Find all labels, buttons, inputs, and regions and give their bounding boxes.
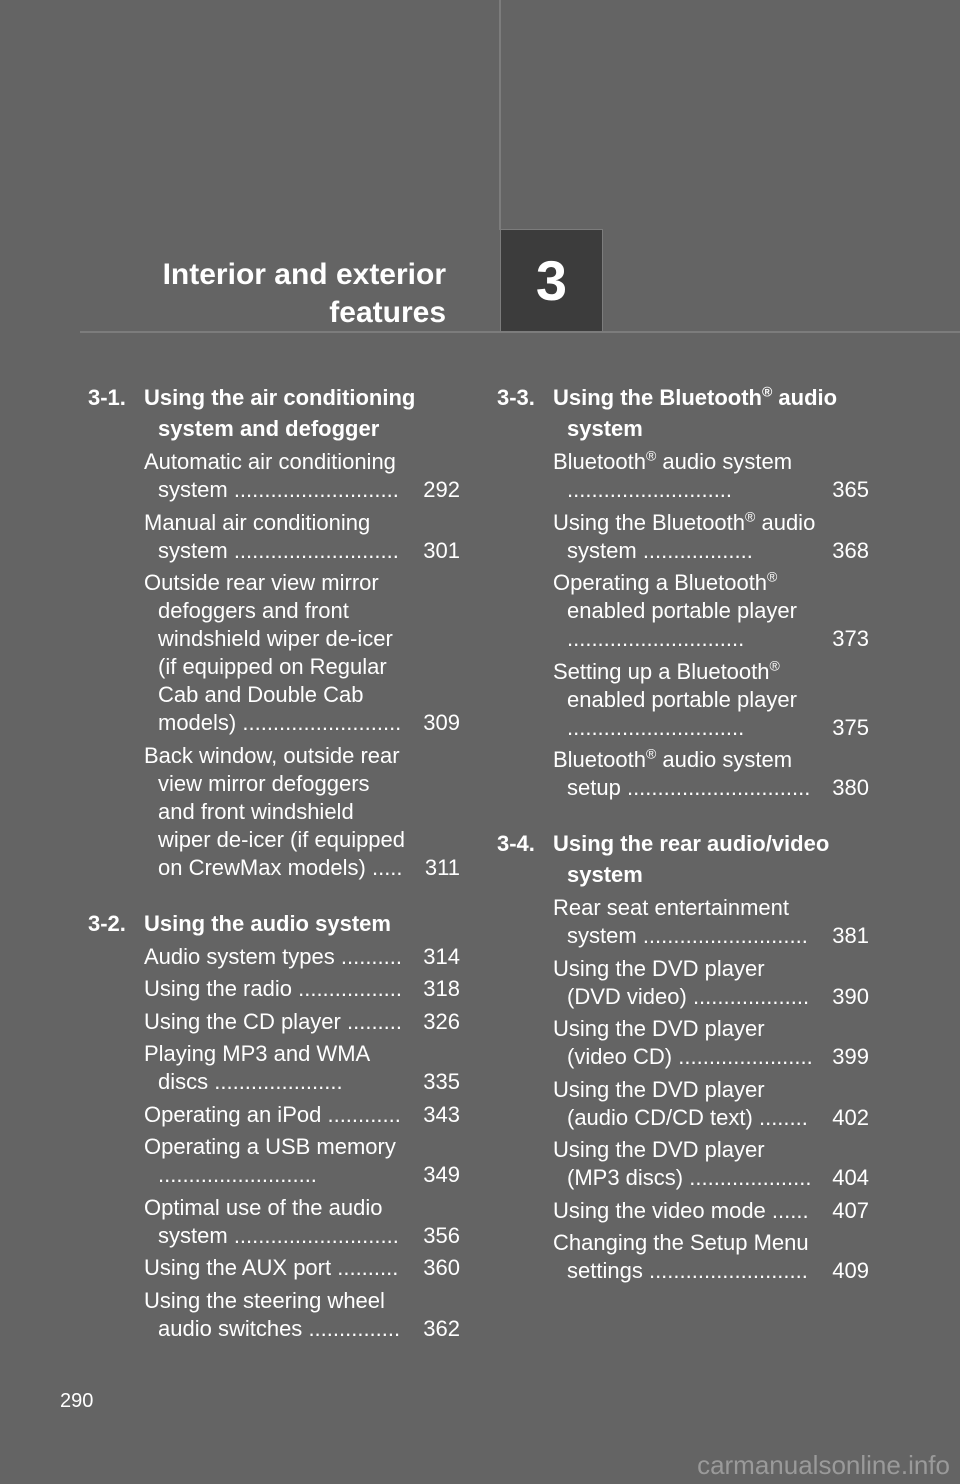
toc-entry[interactable] bbox=[553, 569, 869, 653]
watermark: carmanualsonline.info bbox=[697, 1450, 950, 1480]
entry-title: Manual air conditioning system bbox=[144, 509, 371, 563]
entry-leader: ............................. bbox=[567, 626, 745, 651]
toc-entry[interactable] bbox=[144, 742, 460, 882]
entry-title-post: audio system bbox=[567, 509, 816, 563]
entry-page: 390 bbox=[832, 983, 869, 1009]
entry-title: Using the CD player bbox=[144, 1008, 341, 1034]
section-number: 3-2. bbox=[88, 910, 126, 936]
toc-entry[interactable] bbox=[553, 1229, 869, 1285]
toc-entry[interactable] bbox=[553, 746, 869, 802]
entry-page: 314 bbox=[423, 943, 460, 969]
entry-leader: ........................... bbox=[233, 477, 399, 502]
toc-entry[interactable] bbox=[144, 569, 460, 737]
toc-entry[interactable] bbox=[553, 509, 869, 565]
entry-leader: ........................... bbox=[233, 1222, 399, 1248]
toc-entry[interactable] bbox=[553, 1136, 869, 1192]
entry-leader: ................... bbox=[692, 983, 810, 1009]
entry-page: 368 bbox=[832, 537, 869, 563]
section-title-post: audio system bbox=[567, 385, 838, 441]
entry-page: 309 bbox=[423, 710, 460, 735]
entry-page: 380 bbox=[832, 775, 869, 800]
entry-leader: .......................... bbox=[158, 1162, 317, 1187]
toc-entry[interactable] bbox=[144, 975, 460, 1003]
entry-title: Using the DVD player (audio CD/CD text) bbox=[553, 1076, 765, 1130]
section-number: 3-1. bbox=[88, 385, 126, 410]
chapter-title-line2: features bbox=[329, 296, 446, 329]
entry-title-pre: Setting up a Bluetooth bbox=[553, 658, 770, 684]
entry-page: 301 bbox=[423, 537, 460, 563]
entry-page: 365 bbox=[832, 477, 869, 502]
entry-title-post: audio system setup bbox=[567, 747, 793, 800]
entry-title: Rear seat entertainment system bbox=[553, 895, 790, 948]
entry-title: Changing the Setup Menu settings bbox=[553, 1230, 809, 1283]
entry-page: 404 bbox=[832, 1165, 869, 1190]
toc-entry[interactable] bbox=[144, 1133, 460, 1189]
toc-entry[interactable] bbox=[144, 943, 460, 971]
entry-title: Using the DVD player (MP3 discs) bbox=[553, 1137, 765, 1190]
toc-entry[interactable] bbox=[144, 1194, 460, 1250]
chapter-title bbox=[163, 256, 446, 332]
toc-section-3-4 bbox=[497, 828, 869, 1285]
entry-title bbox=[553, 659, 797, 712]
entry-leader: ...................... bbox=[678, 1044, 813, 1069]
section-title-pre: Using the Bluetooth bbox=[553, 385, 762, 410]
entry-title-pre: Operating a Bluetooth bbox=[553, 570, 768, 595]
toc-entry[interactable] bbox=[553, 955, 869, 1011]
entry-page: 381 bbox=[832, 923, 869, 948]
entry-leader: ............... bbox=[308, 1315, 401, 1341]
toc-section-3-3 bbox=[497, 382, 869, 802]
entry-page: 402 bbox=[832, 1104, 869, 1130]
entry-title: Optimal use of the audio system bbox=[144, 1194, 383, 1248]
entry-title: Using the video mode bbox=[553, 1197, 766, 1223]
toc-entry[interactable] bbox=[553, 1197, 869, 1225]
section-heading bbox=[88, 382, 460, 444]
entry-leader: .......... bbox=[337, 1255, 399, 1280]
entry-title-post: audio system bbox=[656, 449, 793, 474]
entry-title-post: enabled portable player bbox=[567, 686, 797, 712]
entry-leader: ........ bbox=[758, 1104, 808, 1130]
entry-title-pre: Bluetooth bbox=[553, 747, 646, 772]
toc-entry[interactable] bbox=[144, 448, 460, 504]
entry-title bbox=[553, 449, 792, 474]
entry-page: 356 bbox=[423, 1222, 460, 1248]
entry-title-post: enabled portable player bbox=[567, 598, 797, 623]
entry-page: 362 bbox=[423, 1315, 460, 1341]
toc-entry[interactable] bbox=[553, 448, 869, 504]
toc-entry[interactable] bbox=[553, 1015, 869, 1071]
toc-entry[interactable] bbox=[144, 1008, 460, 1036]
entry-leader: ..................... bbox=[214, 1069, 343, 1094]
entry-title-pre: Bluetooth bbox=[553, 449, 646, 474]
entry-title: Playing MP3 and WMA discs bbox=[144, 1041, 369, 1094]
registered-mark: ® bbox=[769, 657, 780, 674]
entry-title: Automatic air conditioning system bbox=[144, 449, 396, 502]
section-title[interactable]: Using the audio system bbox=[144, 910, 391, 936]
entry-page: 409 bbox=[832, 1258, 869, 1283]
entry-page: 318 bbox=[423, 976, 460, 1001]
registered-mark: ® bbox=[645, 745, 657, 762]
entry-page: 311 bbox=[424, 854, 460, 880]
entry-page: 373 bbox=[832, 626, 869, 651]
toc-entry[interactable] bbox=[553, 894, 869, 950]
entry-page: 343 bbox=[423, 1101, 460, 1127]
entry-page: 360 bbox=[423, 1255, 460, 1280]
entry-title: Using the DVD player (DVD video) bbox=[553, 955, 765, 1009]
section-title[interactable]: Using the rear audio/video system bbox=[553, 831, 830, 887]
toc-entry[interactable] bbox=[553, 658, 869, 742]
section-title[interactable] bbox=[553, 382, 869, 444]
entry-title: Using the DVD player (video CD) bbox=[553, 1016, 765, 1069]
entry-leader: ......... bbox=[347, 1008, 403, 1034]
section-heading bbox=[497, 828, 869, 890]
entry-page: 349 bbox=[423, 1162, 460, 1187]
registered-mark: ® bbox=[745, 508, 756, 525]
divider-vertical bbox=[499, 0, 501, 230]
entry-title: Operating an iPod bbox=[144, 1101, 322, 1127]
entry-title: Operating a USB memory bbox=[144, 1134, 396, 1159]
chapter-title-line1: Interior and exterior bbox=[162, 258, 446, 291]
entry-page: 335 bbox=[423, 1069, 460, 1094]
toc-entry[interactable] bbox=[553, 1076, 869, 1132]
toc-entry[interactable] bbox=[144, 1287, 460, 1343]
toc-entry[interactable] bbox=[144, 1101, 460, 1129]
entry-leader: ...... bbox=[771, 1197, 809, 1223]
entry-leader: ..... bbox=[371, 854, 403, 880]
toc-entry[interactable] bbox=[144, 509, 460, 565]
section-heading bbox=[497, 382, 869, 444]
toc-right-column bbox=[497, 382, 869, 1311]
entry-title-pre: Using the Bluetooth bbox=[553, 509, 746, 535]
entry-page: 292 bbox=[423, 477, 460, 502]
entry-title: Using the radio bbox=[144, 976, 292, 1001]
entry-leader: ........................... bbox=[233, 537, 399, 563]
page-number: 290 bbox=[60, 1390, 94, 1412]
entry-leader: ............................. bbox=[567, 714, 745, 740]
toc-entry[interactable] bbox=[144, 1254, 460, 1282]
entry-page: 326 bbox=[423, 1008, 460, 1034]
entry-leader: .................... bbox=[689, 1165, 812, 1190]
toc-entry[interactable] bbox=[144, 1040, 460, 1096]
toc-left-column bbox=[88, 382, 460, 1369]
entry-leader: ........................... bbox=[642, 923, 808, 948]
entry-leader: .................. bbox=[642, 537, 753, 563]
entry-page: 399 bbox=[832, 1044, 869, 1069]
section-number: 3-4. bbox=[497, 831, 535, 856]
entry-leader: ........................... bbox=[567, 477, 733, 502]
section-number: 3-3. bbox=[497, 385, 535, 410]
entry-leader: ............ bbox=[327, 1101, 401, 1127]
section-title[interactable]: Using the air conditioning system and defogger bbox=[144, 385, 416, 441]
entry-leader: .............................. bbox=[626, 775, 811, 800]
chapter-number-box bbox=[500, 229, 603, 332]
entry-page: 407 bbox=[832, 1197, 869, 1223]
entry-leader: .......................... bbox=[648, 1258, 808, 1283]
entry-leader: .......... bbox=[340, 943, 402, 969]
entry-leader: ................. bbox=[298, 976, 403, 1001]
registered-mark: ® bbox=[767, 568, 778, 585]
registered-mark: ® bbox=[761, 383, 773, 400]
entry-title: Audio system types bbox=[144, 943, 335, 969]
entry-title: Outside rear view mirror defoggers and front windshield wiper de-icer (if equipped on Regular Cab and Double Cab models) bbox=[144, 570, 393, 735]
registered-mark: ® bbox=[645, 447, 657, 464]
toc-section-3-2 bbox=[88, 908, 460, 1343]
toc-section-3-1 bbox=[88, 382, 460, 882]
chapter-number: 3 bbox=[535, 249, 568, 312]
entry-title: Using the AUX port bbox=[144, 1255, 332, 1280]
entry-leader: .......................... bbox=[242, 710, 402, 735]
entry-title: Back window, outside rear view mirror defoggers and front windshield wiper de-icer (if equipped on CrewMax models) bbox=[144, 742, 406, 880]
section-heading bbox=[88, 908, 460, 939]
entry-page: 375 bbox=[832, 714, 869, 740]
entry-title: Using the steering wheel audio switches bbox=[144, 1287, 385, 1341]
entry-title bbox=[553, 570, 797, 623]
